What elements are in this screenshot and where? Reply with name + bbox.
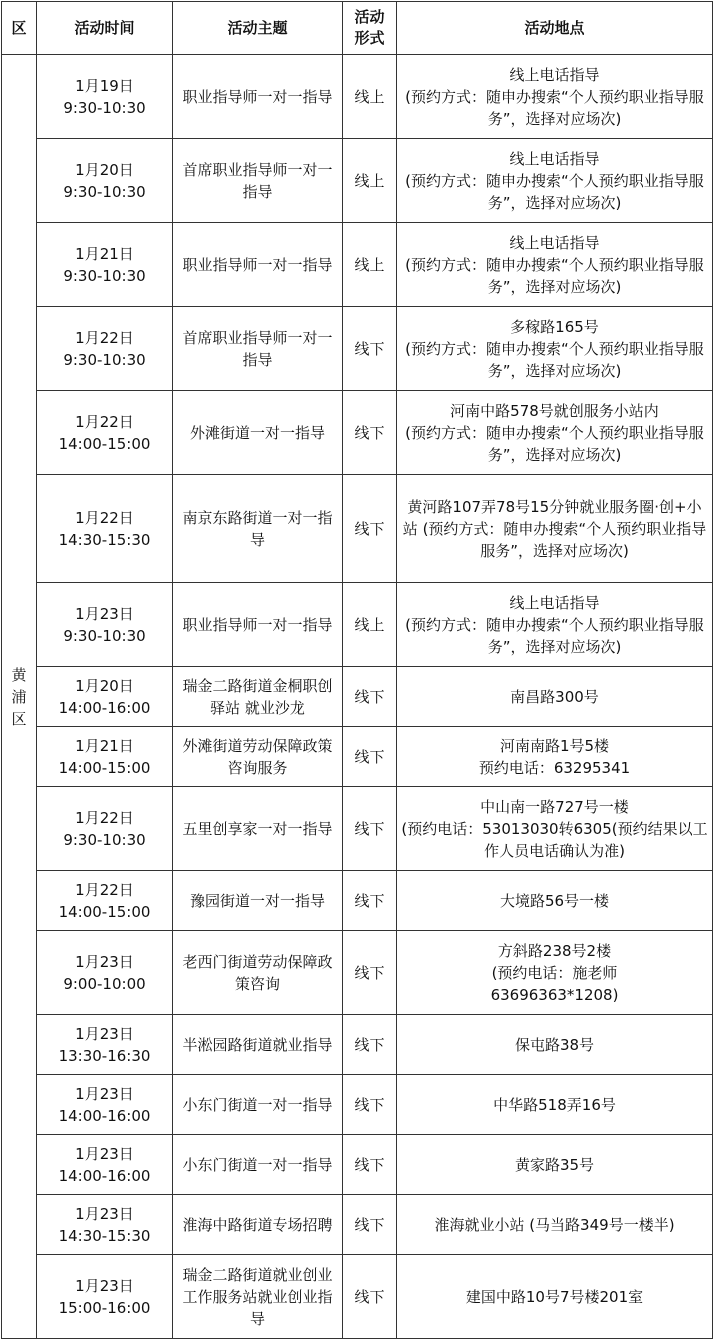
- activity-date: 1月22日: [75, 880, 134, 899]
- activity-topic: 外滩街道劳动保障政策咨询服务: [173, 727, 343, 787]
- activity-format: 线上: [343, 139, 397, 223]
- activity-format: 线下: [343, 871, 397, 931]
- activity-time: 14:00-15:00: [58, 434, 151, 453]
- header-topic: 活动主题: [173, 2, 343, 55]
- activity-location: 淮海就业小站 (马当路349号一楼半): [397, 1195, 713, 1255]
- activity-location: 中华路518弄16号: [397, 1075, 713, 1135]
- activity-location: 黄家路35号: [397, 1135, 713, 1195]
- activity-topic: 老西门街道劳动保障政策咨询: [173, 931, 343, 1015]
- time-cell: [37, 727, 173, 787]
- time-cell: [37, 1255, 173, 1339]
- activity-topic: 豫园街道一对一指导: [173, 871, 343, 931]
- table-row: [2, 391, 713, 475]
- activity-time: 9:30-10:30: [63, 350, 146, 369]
- time-cell: [37, 931, 173, 1015]
- activity-location: 线上电话指导 (预约方式：随申办搜索“个人预约职业指导服务”，选择对应场次): [397, 583, 713, 667]
- table-row: [2, 475, 713, 583]
- activity-location: 建国中路10号7号楼201室: [397, 1255, 713, 1339]
- activity-location: 线上电话指导 (预约方式：随申办搜索“个人预约职业指导服务”，选择对应场次): [397, 139, 713, 223]
- activity-location: 大境路56号一楼: [397, 871, 713, 931]
- activity-time: 15:00-16:00: [58, 1298, 151, 1317]
- activity-topic: 瑞金二路街道就业创业工作服务站就业创业指导: [173, 1255, 343, 1339]
- activity-topic: 外滩街道一对一指导: [173, 391, 343, 475]
- activity-date: 1月23日: [75, 1024, 134, 1043]
- activity-location: 方斜路238号2楼 (预约电话：施老师 63696363*1208): [397, 931, 713, 1015]
- time-cell: [37, 1135, 173, 1195]
- activity-date: 1月23日: [75, 1276, 134, 1295]
- activity-date: 1月22日: [75, 412, 134, 431]
- activity-time: 9:30-10:30: [63, 182, 146, 201]
- activity-topic: 半淞园路街道就业指导: [173, 1015, 343, 1075]
- activity-topic: 瑞金二路街道金桐职创驿站 就业沙龙: [173, 667, 343, 727]
- activity-date: 1月23日: [75, 952, 134, 971]
- activity-topic: 职业指导师一对一指导: [173, 55, 343, 139]
- activity-topic: 小东门街道一对一指导: [173, 1075, 343, 1135]
- time-cell: [37, 787, 173, 871]
- table-row: [2, 787, 713, 871]
- activity-time: 14:00-15:00: [58, 758, 151, 777]
- activity-format: 线上: [343, 583, 397, 667]
- activity-date: 1月21日: [75, 244, 134, 263]
- time-cell: [37, 667, 173, 727]
- activity-location: 多稼路165号 (预约方式：随申办搜索“个人预约职业指导服务”，选择对应场次): [397, 307, 713, 391]
- table-row: [2, 727, 713, 787]
- table-row: [2, 1195, 713, 1255]
- activity-format: 线下: [343, 475, 397, 583]
- activity-format: 线下: [343, 1075, 397, 1135]
- table-row: [2, 667, 713, 727]
- activity-date: 1月23日: [75, 1204, 134, 1223]
- table-row: [2, 1135, 713, 1195]
- activity-date: 1月23日: [75, 1084, 134, 1103]
- activity-time: 14:00-15:00: [58, 902, 151, 921]
- activity-date: 1月20日: [75, 676, 134, 695]
- activity-topic: 淮海中路街道专场招聘: [173, 1195, 343, 1255]
- activity-location: 中山南一路727号一楼 (预约电话：53013030转6305(预约结果以工作人员电话确认为准): [397, 787, 713, 871]
- activity-time: 13:30-16:30: [58, 1046, 151, 1065]
- activity-time: 9:30-10:30: [63, 626, 146, 645]
- header-format: 活动 形式: [343, 2, 397, 55]
- activity-topic: 职业指导师一对一指导: [173, 223, 343, 307]
- activity-time: 9:30-10:30: [63, 266, 146, 285]
- activity-date: 1月19日: [75, 76, 134, 95]
- activity-format: 线下: [343, 1135, 397, 1195]
- activity-date: 1月21日: [75, 736, 134, 755]
- header-time: 活动时间: [37, 2, 173, 55]
- header-location: 活动地点: [397, 2, 713, 55]
- activity-topic: 首席职业指导师一对一指导: [173, 307, 343, 391]
- time-cell: [37, 391, 173, 475]
- table-row: [2, 1255, 713, 1339]
- table-row: [2, 1015, 713, 1075]
- activity-topic: 小东门街道一对一指导: [173, 1135, 343, 1195]
- time-cell: [37, 583, 173, 667]
- activity-topic: 南京东路街道一对一指导: [173, 475, 343, 583]
- activity-format: 线下: [343, 1255, 397, 1339]
- time-cell: [37, 55, 173, 139]
- activity-topic: 五里创享家一对一指导: [173, 787, 343, 871]
- activity-format: 线下: [343, 727, 397, 787]
- activity-location: 线上电话指导 (预约方式：随申办搜索“个人预约职业指导服务”，选择对应场次): [397, 55, 713, 139]
- activity-time: 9:30-10:30: [63, 830, 146, 849]
- activity-format: 线上: [343, 223, 397, 307]
- activity-schedule-table: [1, 1, 713, 1339]
- activity-location: 保屯路38号: [397, 1015, 713, 1075]
- table-row: [2, 871, 713, 931]
- activity-time: 9:30-10:30: [63, 98, 146, 117]
- activity-time: 14:30-15:30: [58, 530, 151, 549]
- time-cell: [37, 223, 173, 307]
- activity-format: 线下: [343, 1195, 397, 1255]
- activity-time: 14:00-16:00: [58, 698, 151, 717]
- activity-format: 线上: [343, 55, 397, 139]
- activity-date: 1月20日: [75, 160, 134, 179]
- activity-format: 线下: [343, 931, 397, 1015]
- activity-location: 河南南路1号5楼 预约电话：63295341: [397, 727, 713, 787]
- activity-date: 1月22日: [75, 808, 134, 827]
- activity-date: 1月23日: [75, 604, 134, 623]
- table-row: [2, 223, 713, 307]
- activity-time: 14:00-16:00: [58, 1166, 151, 1185]
- activity-date: 1月22日: [75, 328, 134, 347]
- table-row: [2, 307, 713, 391]
- activity-format: 线下: [343, 307, 397, 391]
- table-row: [2, 1075, 713, 1135]
- activity-time: 14:00-16:00: [58, 1106, 151, 1125]
- table-row: [2, 139, 713, 223]
- table-row: [2, 931, 713, 1015]
- activity-format: 线下: [343, 667, 397, 727]
- activity-format: 线下: [343, 391, 397, 475]
- activity-time: 9:00-10:00: [63, 974, 146, 993]
- activity-topic: 职业指导师一对一指导: [173, 583, 343, 667]
- activity-date: 1月22日: [75, 508, 134, 527]
- time-cell: [37, 1015, 173, 1075]
- time-cell: [37, 1075, 173, 1135]
- activity-location: 黄河路107弄78号15分钟就业服务圈·创+小站 (预约方式：随申办搜索“个人预约职业指导服务”，选择对应场次): [397, 475, 713, 583]
- table-row: [2, 55, 713, 139]
- time-cell: [37, 139, 173, 223]
- district-cell: [2, 55, 37, 1339]
- activity-format: 线下: [343, 787, 397, 871]
- activity-format: 线下: [343, 1015, 397, 1075]
- time-cell: [37, 1195, 173, 1255]
- activity-location: 线上电话指导 (预约方式：随申办搜索“个人预约职业指导服务”，选择对应场次): [397, 223, 713, 307]
- district-label: 黄浦区: [11, 665, 27, 728]
- header-district: 区: [2, 2, 37, 55]
- table-row: [2, 583, 713, 667]
- activity-date: 1月23日: [75, 1144, 134, 1163]
- activity-location: 河南中路578号就创服务小站内 (预约方式：随申办搜索“个人预约职业指导服务”，选择对应场次): [397, 391, 713, 475]
- activity-time: 14:30-15:30: [58, 1226, 151, 1245]
- header-row: [2, 2, 713, 55]
- activity-location: 南昌路300号: [397, 667, 713, 727]
- time-cell: [37, 871, 173, 931]
- activity-topic: 首席职业指导师一对一指导: [173, 139, 343, 223]
- time-cell: [37, 475, 173, 583]
- time-cell: [37, 307, 173, 391]
